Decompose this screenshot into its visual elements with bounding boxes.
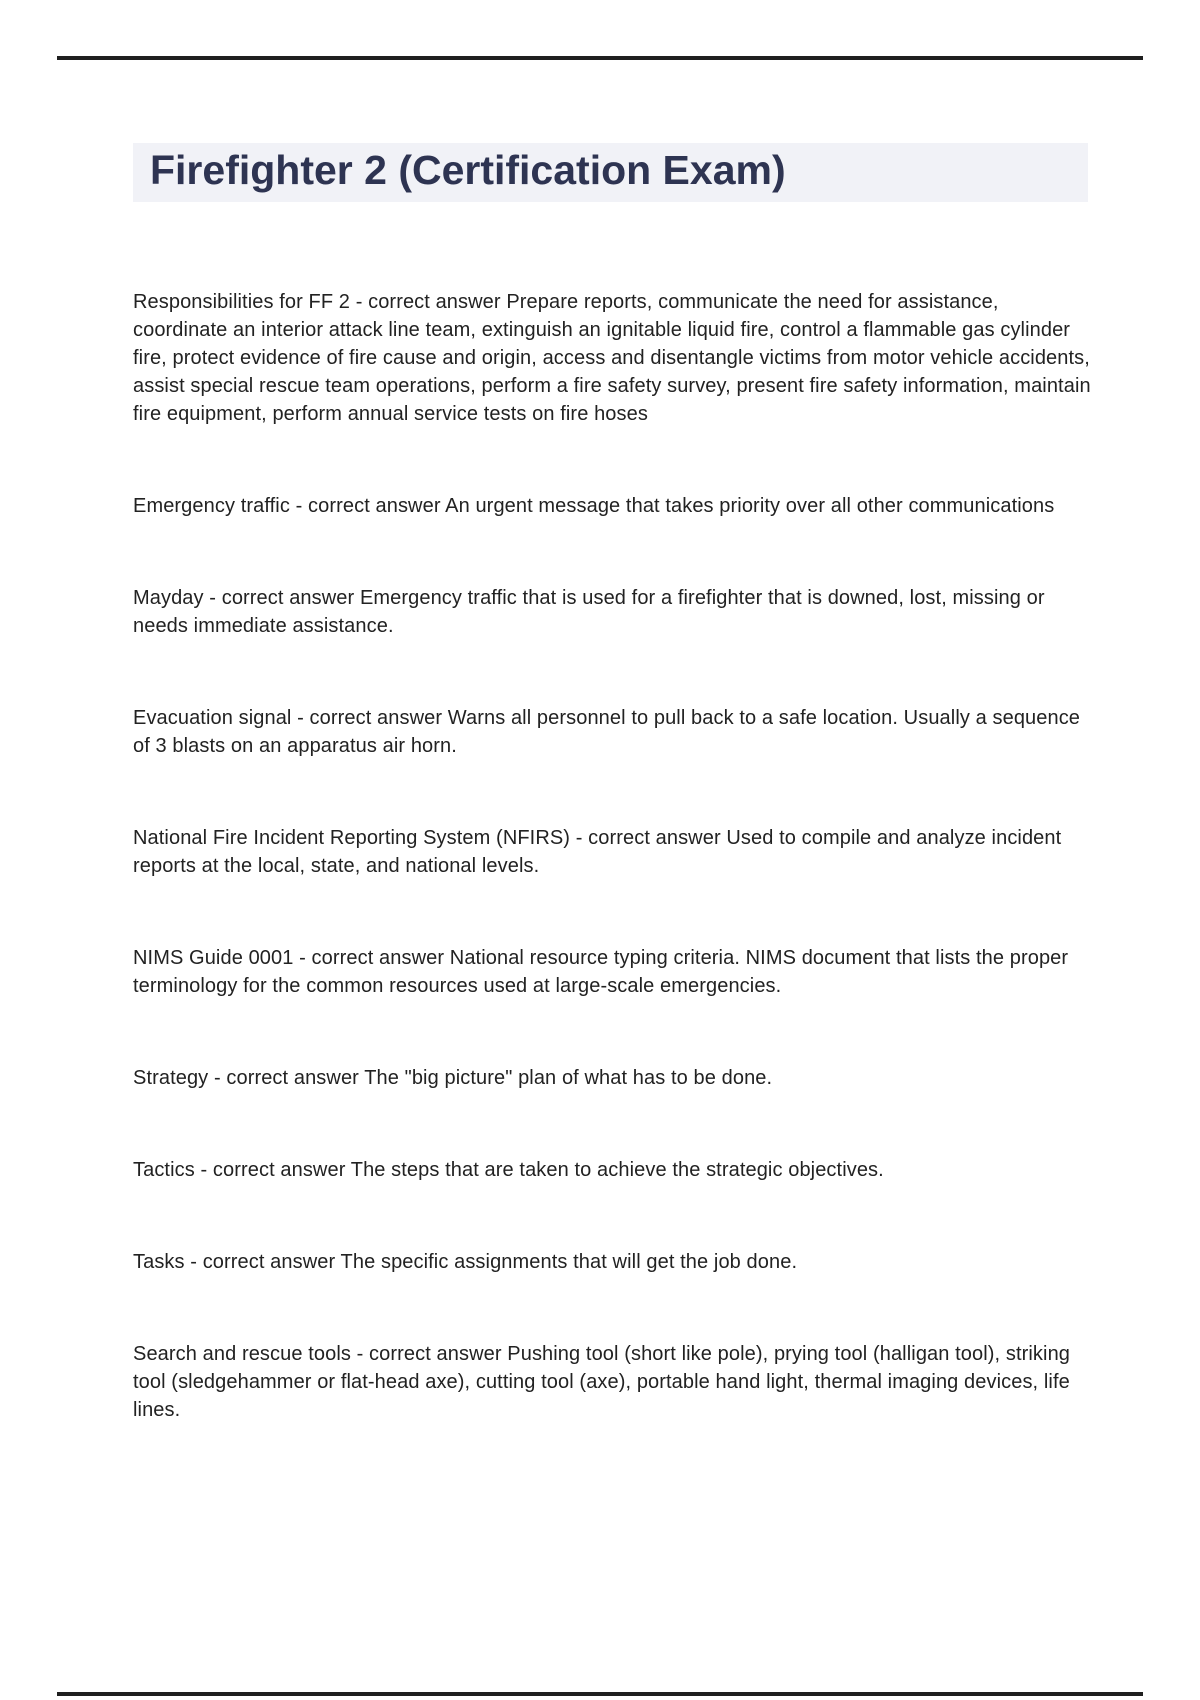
qa-item [133, 1156, 1095, 1184]
qa-definition: Pushing tool (short like pole), prying tool (halligan tool), striking tool (sledgehammer or flat-head axe), cutting tool (axe), portable hand light, thermal imaging devices, life lines. [133, 1343, 1071, 1421]
qa-item [133, 824, 1095, 880]
qa-term: Strategy [133, 1067, 209, 1089]
qa-term: Mayday [133, 587, 204, 609]
qa-definition: The specific assignments that will get the job done. [340, 1251, 798, 1273]
qa-definition: Used to compile and analyze incident reports at the local, state, and national levels. [133, 827, 1062, 877]
qa-definition: National resource typing criteria. NIMS document that lists the proper terminology for the common resources used at large-scale emergencies. [133, 947, 1069, 997]
bottom-rule [57, 1692, 1143, 1696]
qa-item [133, 1064, 1095, 1092]
qa-separator-label: - correct answer [570, 827, 727, 849]
qa-list [133, 288, 1095, 1488]
qa-definition: An urgent message that takes priority over all other communications [445, 495, 1055, 517]
qa-item [133, 1248, 1095, 1276]
qa-separator-label: - correct answer [350, 1343, 508, 1365]
qa-separator-label: - correct answer [184, 1251, 341, 1273]
qa-term: Tasks [133, 1251, 185, 1273]
qa-separator-label: - correct answer [208, 1067, 365, 1089]
qa-item [133, 492, 1095, 520]
qa-separator-label: - correct answer [291, 707, 448, 729]
top-rule [57, 56, 1143, 60]
qa-item [133, 584, 1095, 640]
qa-item [133, 704, 1095, 760]
qa-item [133, 944, 1095, 1000]
qa-item [133, 288, 1095, 428]
qa-definition: Prepare reports, communicate the need for assistance, coordinate an interior attack line team, extinguish an ignitable liquid fire, control a flammable gas cylinder fire, protect evidence of fire cause and origin, access and disentangle victims from motor vehicle accidents, assist special rescue team operations, perform a fire safety survey, present fire safety information, maintain fire equipment, perform annual service tests on fire hoses [133, 291, 1091, 425]
qa-term: Responsibilities for FF 2 [133, 291, 351, 313]
qa-separator-label: - correct answer [194, 1159, 351, 1181]
qa-definition: The steps that are taken to achieve the strategic objectives. [350, 1159, 884, 1181]
qa-separator-label: - correct answer [350, 291, 507, 313]
qa-definition: The "big picture" plan of what has to be done. [364, 1067, 773, 1089]
qa-term: National Fire Incident Reporting System (NFIRS) [133, 827, 571, 849]
qa-separator-label: - correct answer [293, 947, 450, 969]
qa-definition: Emergency traffic that is used for a firefighter that is downed, lost, missing or needs immediate assistance. [133, 587, 1045, 637]
qa-definition: Warns all personnel to pull back to a safe location. Usually a sequence of 3 blasts on an apparatus air horn. [133, 707, 1081, 757]
qa-separator-label: - correct answer [203, 587, 360, 609]
qa-term: Tactics [133, 1159, 195, 1181]
qa-item [133, 1340, 1095, 1424]
qa-term: Search and rescue tools [133, 1343, 351, 1365]
qa-term: Evacuation signal [133, 707, 292, 729]
qa-term: NIMS Guide 0001 [133, 947, 294, 969]
qa-term: Emergency traffic [133, 495, 290, 517]
qa-separator-label: - correct answer [289, 495, 446, 517]
page-title: Firefighter 2 (Certification Exam) [133, 143, 1088, 202]
